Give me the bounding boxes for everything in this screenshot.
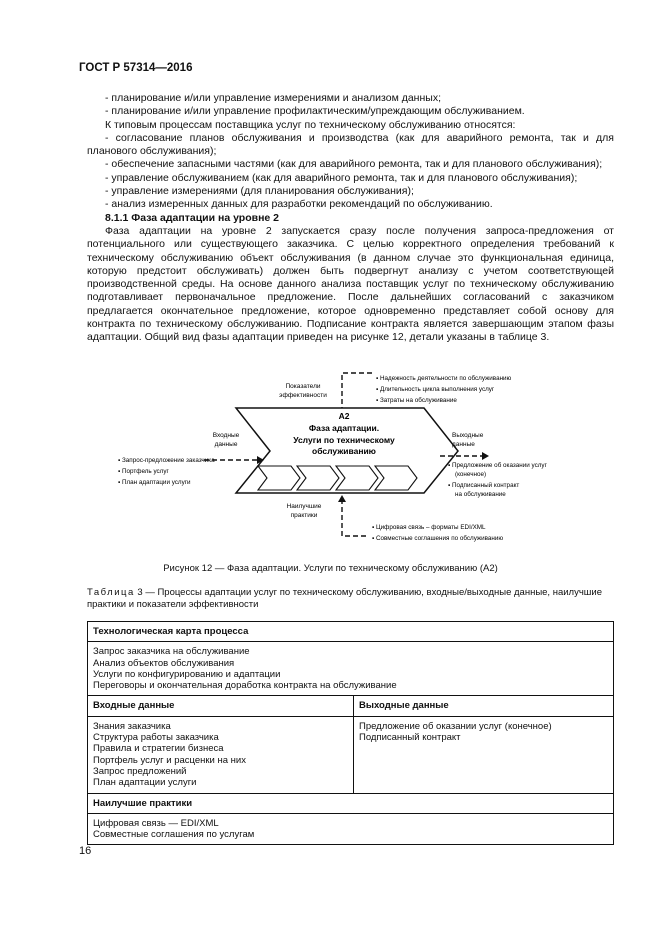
list-item: - анализ измеренных данных для разработки рекомендаций по обслуживанию. — [105, 198, 493, 211]
process-title: обслуживанию — [312, 446, 376, 456]
input-item: ▪ Запрос-предложение заказчика — [118, 457, 215, 464]
process-code: A2 — [338, 411, 350, 421]
process-title: Услуги по техническому — [293, 435, 395, 445]
outputs-label: Выходные — [452, 432, 484, 439]
best-practices-arrow — [342, 499, 368, 536]
outputs-header: Выходные данные — [354, 696, 614, 716]
list-item: Правила и стратегии бизнеса — [93, 743, 224, 755]
list-item: - управление измерениями (для планирования обслуживания); — [105, 185, 414, 198]
best-practice-item: ▪ Цифровая связь – форматы EDI/XML — [372, 524, 486, 531]
page-number: 16 — [79, 845, 92, 857]
best-practice-item: ▪ Совместные соглашения по обслуживанию — [372, 535, 504, 542]
list-item: Запрос предложений — [93, 765, 187, 777]
output-item: ▪ Предложение об оказании услуг — [448, 462, 547, 469]
list-item: - планирование и/или управление профилактическим/упреждающим обслуживанием. — [105, 105, 525, 118]
document-header: ГОСТ Р 57314—2016 — [79, 62, 193, 74]
process-map-header: Технологическая карта процесса — [88, 622, 614, 642]
input-item: ▪ План адаптации услуги — [118, 479, 191, 486]
list-item: - обеспечение запасными частями (как для аварийного ремонта, так и для планового обслуживания); — [105, 158, 603, 171]
inputs-header: Входные данные — [88, 696, 354, 716]
list-item: Предложение об оказании услуг (конечное) — [359, 720, 552, 732]
indicators-label: эффективности — [279, 392, 327, 399]
body-text — [87, 92, 614, 345]
list-item: - управление обслуживанием (как для аварийного ремонта, так и для планового обслуживания); — [105, 171, 578, 184]
list-item: Анализ объектов обслуживания — [93, 657, 235, 669]
list-item: - планирование и/или управление измерениями и анализом данных; — [105, 92, 441, 104]
table-caption: Таблица 3 — Процессы адаптации услуг по техническому обслуживанию, входные/выходные данные, наилучшие практики и показатели эффективности — [87, 587, 602, 610]
outputs-cell — [354, 716, 614, 793]
top-bullet: ▪ Длительность цикла выполнения услуг — [376, 386, 495, 393]
process-map-cell — [88, 642, 614, 696]
inputs-label: данные — [214, 441, 238, 448]
indicators-label: Показатели — [285, 383, 321, 390]
input-item: ▪ Портфель услуг — [118, 468, 169, 475]
list-item: Подписанный контракт — [359, 732, 461, 744]
best-practices-header: Наилучшие практики — [88, 793, 614, 813]
list-item: - согласование планов обслуживания и производства (как для аварийного ремонта, так и для планового обслуживания); — [87, 131, 614, 158]
top-bullet: ▪ Затраты на обслуживание — [376, 397, 457, 404]
list-item: Переговоры и окончательная доработка контракта на обслуживание — [93, 680, 397, 692]
best-practices-label: практики — [290, 512, 318, 519]
paragraph: К типовым процессам поставщика услуг по техническому обслуживанию относятся: — [105, 118, 516, 131]
list-item: Совместные соглашения по услугам — [93, 829, 255, 841]
output-item: на обслуживание — [455, 491, 506, 498]
outputs-label: данные — [452, 441, 475, 448]
section-subheading: 8.1.1 Фаза адаптации на уровне 2 — [105, 211, 280, 224]
list-item: Структура работы заказчика — [93, 732, 219, 744]
paragraph: Фаза адаптации на уровне 2 запускается сразу после получения запроса-предложения от потенциального или существующего заказчика. С целью корректного определения требований к техническому обслуживанию объект обслуживания (в данном случае это функциональная единица, которую предстоит обслуживать) должен быть подвергнут анализу с учетом соответствующей производственной среды. На основе данного анализа поставщик услуг по техническому обслуживанию подготавливает первоначальное предложение. После дальнейших согласований с заказчиком предлагается окончательное предложение, которое одновременно представляет собой основу для контракта по техническому обслуживанию. Подписание контракта является завершающим этапом фазы адаптации. Общий вид фазы адаптации приведен на рисунке 12, детали указаны в таблице 3. — [87, 224, 614, 344]
figure-caption: Рисунок 12 — Фаза адаптации. Услуги по техническому обслуживанию (А2) — [163, 563, 498, 574]
top-bullet: ▪ Надежность деятельности по обслуживанию — [376, 375, 512, 382]
figure-12-diagram — [100, 356, 570, 556]
list-item: План адаптации услуги — [93, 777, 197, 789]
list-item: Цифровая связь — EDI/XML — [93, 817, 219, 829]
list-item: Запрос заказчика на обслуживание — [93, 646, 250, 658]
process-title: Фаза адаптации. — [308, 423, 380, 433]
list-item: Услуги по конфигурированию и адаптации — [93, 668, 281, 680]
list-item: Знания заказчика — [93, 720, 171, 732]
best-practices-cell — [88, 813, 614, 845]
inputs-label: Входные — [212, 432, 240, 439]
list-item: Портфель услуг и расценки на них — [93, 754, 246, 766]
inputs-cell — [88, 716, 354, 793]
process-table — [87, 621, 614, 845]
best-practices-label: Наилучшие — [286, 503, 322, 510]
output-item: ▪ Подписанный контракт — [448, 482, 520, 489]
output-item: (конечное) — [455, 471, 487, 478]
